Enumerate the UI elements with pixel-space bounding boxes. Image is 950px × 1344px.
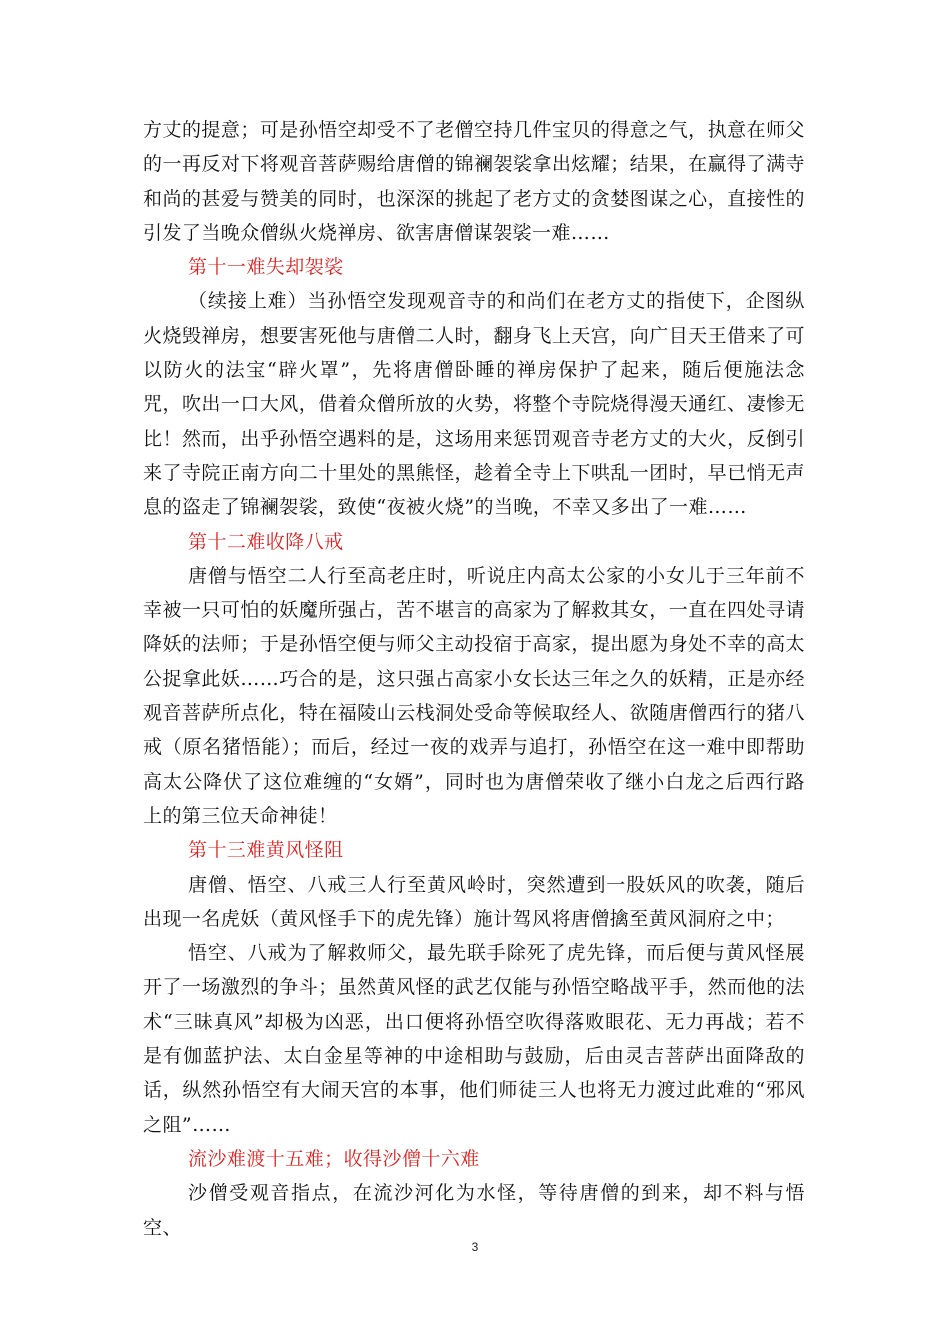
paragraph-section-13-part-2: 悟空、八戒为了解救师父，最先联手除死了虎先锋，而后便与黄风怪展开了一场激烈的争斗；虽然黄风怪的武艺仅能与孙悟空略战平手，然而他的法术“三昧真风”却极为凶恶，出口便将孙悟空吹得落败眼花、无力再战；若不是有伽蓝护法、太白金星等神的中途相助与鼓励，后由灵吉菩萨出面降敌的话，纵然孙悟空有大闹天宫的本事，他们师徒三人也将无力渡过此难的“邪风之阻”…… bbox=[143, 942, 805, 1136]
paragraph-section-13-part-1: 唐僧、悟空、八戒三人行至黄风岭时，突然遭到一股妖风的吹袭，随后出现一名虎妖（黄风怪手下的虎先锋）施计驾风将唐僧擒至黄风洞府之中； bbox=[143, 873, 805, 930]
section-heading-15-16: 流沙难渡十五难；收得沙僧十六难 bbox=[188, 1147, 480, 1170]
paragraph-section-12: 唐僧与悟空二人行至高老庄时，听说庄内高太公家的小女儿于三年前不幸被一只可怕的妖魔所强占，苦不堪言的高家为了解救其女，一直在四处寻请降妖的法师；于是孙悟空便与师父主动投宿于高家，提出愿为身处不幸的高太公捉拿此妖……巧合的是，这只强占高家小女长达三年之久的妖精，正是亦经观音菩萨所点化，特在福陵山云栈洞处受命等候取经人、欲随唐僧西行的猪八戒（原名猪悟能）；而后，经过一夜的戏弄与追打，孙悟空在这一难中即帮助高太公降伏了这位难缠的“女婿”，同时也为唐僧荣收了继小白龙之后西行路上的第三位天命神徒！ bbox=[143, 564, 805, 827]
section-heading-12: 第十二难收降八戒 bbox=[188, 530, 344, 553]
section-heading-13: 第十三难黄风怪阻 bbox=[188, 839, 344, 862]
paragraph-section-15-16: 沙僧受观音指点，在流沙河化为水怪，等待唐僧的到来，却不料与悟空、 bbox=[143, 1182, 805, 1239]
paragraph-continuation: 方丈的提意；可是孙悟空却受不了老僧空持几件宝贝的得意之气，执意在师父的一再反对下将观音菩萨赐给唐僧的锦襕袈裟拿出炫耀；结果，在赢得了满寺和尚的甚爱与赞美的同时，也深深的挑起了老方丈的贪婪图谋之心，直接性的引发了当晚众僧纵火烧禅房、欲害唐僧谋袈裟一难…… bbox=[143, 119, 805, 244]
section-heading-11: 第十一难失却袈裟 bbox=[188, 256, 344, 279]
paragraph-section-11: （续接上难）当孙悟空发现观音寺的和尚们在老方丈的指使下，企图纵火烧毁禅房，想要害死他与唐僧二人时，翻身飞上天宫，向广目天王借来了可以防火的法宝“辟火罩”，先将唐僧卧睡的禅房保护了起来，随后便施法念咒，吹出一口大风，借着众僧所放的火势，将整个寺院烧得漫天通红、凄惨无比！然而，出乎孙悟空遇料的是，这场用来惩罚观音寺老方丈的大火，反倒引来了寺院正南方向二十里处的黑熊怪，趁着全寺上下哄乱一团时，早已悄无声息的盗走了锦襕袈裟，致使“夜被火烧”的当晚，不幸又多出了一难…… bbox=[143, 290, 805, 519]
page-number: 3 bbox=[471, 1240, 479, 1254]
document-body bbox=[143, 113, 805, 1245]
